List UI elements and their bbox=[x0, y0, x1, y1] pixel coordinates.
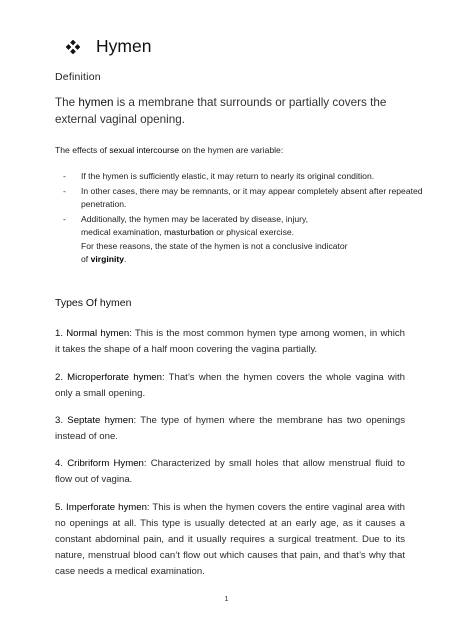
type-paragraph bbox=[55, 326, 405, 358]
list-item-line-prefix: of bbox=[81, 254, 91, 264]
list-item-line-rest: . bbox=[124, 254, 127, 264]
list-item bbox=[63, 170, 423, 184]
effects-keyword-link[interactable]: sexual intercourse bbox=[109, 145, 180, 155]
types-heading: Types Of hymen bbox=[55, 297, 132, 309]
type-paragraph bbox=[55, 370, 405, 402]
page-number: 1 bbox=[224, 594, 229, 603]
list-item-line-rest: or physical exercise. bbox=[213, 227, 295, 237]
list-item-line-prefix: medical examination, bbox=[81, 227, 165, 237]
intro-keyword-link[interactable]: hymen bbox=[78, 96, 114, 109]
list-dash: - bbox=[63, 185, 66, 196]
type-name-link[interactable]: Microperforate hymen bbox=[67, 372, 162, 383]
type-description: : This is when the hymen covers the entire vaginal area with no openings at all. This type is usually detected at an early age, as it causes a constant abdominal pain, and it usually requires a surgical treatment. Due to its nature, menstrual blood can’t flow out which causes that pain, and that’s why that case needs a medical examination. bbox=[55, 502, 405, 577]
effects-list bbox=[63, 170, 423, 268]
type-number: 1. bbox=[55, 328, 67, 339]
effects-rest: on the hymen are variable: bbox=[179, 145, 284, 155]
type-paragraph bbox=[55, 500, 405, 580]
intro-rest: is a membrane that surrounds or partially covers the external vaginal opening. bbox=[55, 96, 387, 126]
intro-prefix: The bbox=[55, 96, 79, 109]
list-item-text: In other cases, there may be remnants, or it may appear completely absent after repeated penetration. bbox=[81, 185, 423, 209]
list-item-line: For these reasons, the state of the hymen is not a conclusive indicator bbox=[81, 240, 348, 251]
list-dash: - bbox=[63, 171, 66, 181]
type-paragraph bbox=[55, 413, 405, 445]
type-number: 5. bbox=[55, 502, 67, 513]
type-description: : This is the most common hymen type among women, in which it takes the shape of a half moon covering the vagina partially. bbox=[55, 328, 405, 355]
type-number: 3. bbox=[55, 415, 68, 426]
list-item bbox=[63, 185, 423, 212]
type-number: 4. bbox=[55, 458, 68, 469]
list-item-text: If the hymen is sufficiently elastic, it may return to nearly its original condition. bbox=[81, 171, 375, 181]
list-item-line: Additionally, the hymen may be lacerated by disease, injury, bbox=[81, 213, 309, 224]
definition-label: Definition bbox=[55, 71, 101, 83]
section-heading bbox=[66, 36, 151, 57]
effects-prefix: The effects of bbox=[55, 145, 110, 155]
type-name-link[interactable]: Normal hymen bbox=[66, 328, 130, 339]
type-name-link[interactable]: Cribriform Hymen bbox=[67, 458, 144, 469]
type-description: : That’s when the hymen covers the whole vagina with only a small opening. bbox=[55, 372, 405, 399]
list-dash: - bbox=[63, 213, 66, 224]
type-description: : The type of hymen where the membrane has two openings instead of one. bbox=[55, 415, 405, 442]
diamond-bullet-icon bbox=[66, 40, 80, 54]
masturbation-keyword-link[interactable]: masturbation bbox=[164, 227, 214, 237]
virginity-keyword-link[interactable]: virginity bbox=[90, 254, 124, 264]
type-description: : Characterized by small holes that allow menstrual fluid to flow out of vagina. bbox=[55, 458, 406, 485]
list-item bbox=[63, 213, 423, 267]
type-number: 2. bbox=[55, 372, 68, 383]
page-title: Hymen bbox=[96, 36, 152, 56]
effects-label bbox=[55, 145, 283, 155]
intro-paragraph bbox=[55, 94, 405, 128]
type-name-link[interactable]: Imperforate hymen bbox=[66, 502, 147, 513]
type-paragraph bbox=[55, 456, 405, 488]
type-name-link[interactable]: Septate hymen bbox=[67, 415, 134, 426]
